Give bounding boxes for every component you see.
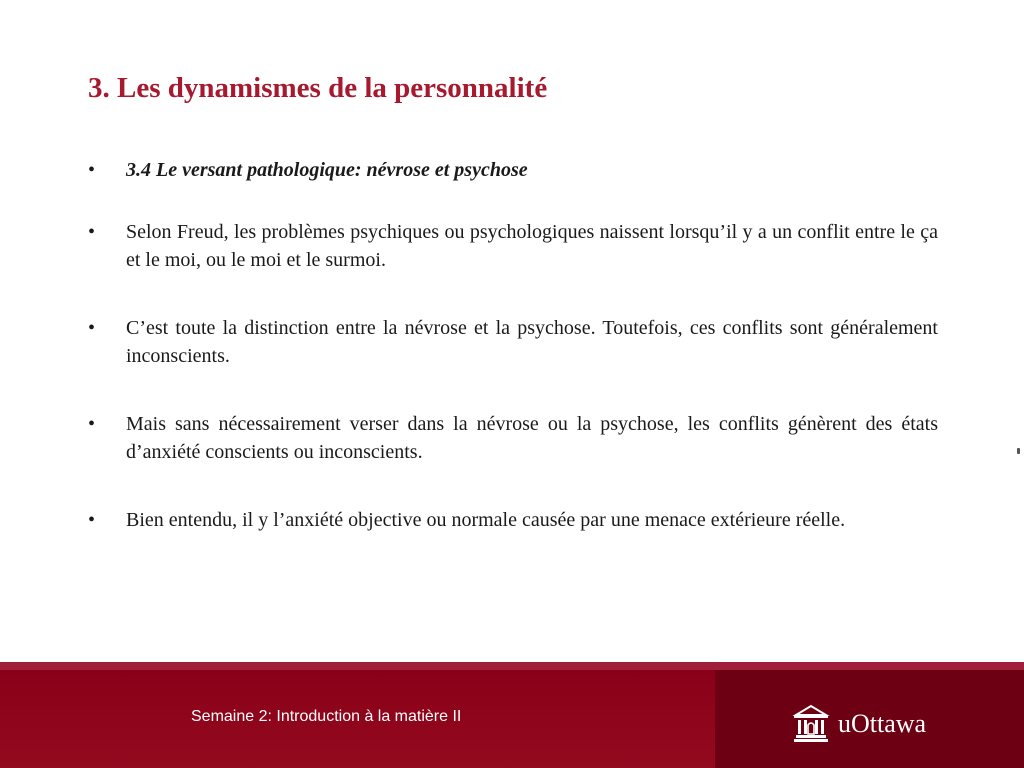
bullet-item bbox=[88, 410, 938, 466]
bullet-icon: • bbox=[88, 509, 96, 531]
bullet-text: C’est toute la distinction entre la névrose et la psychose. Toutefois, ces conflits sont généralement inconscients. bbox=[126, 317, 938, 367]
bullet-icon: • bbox=[88, 317, 96, 339]
building-columns-icon bbox=[792, 703, 830, 745]
bullet-text: Mais sans nécessairement verser dans la névrose ou la psychose, les conflits génèrent des états d’anxiété conscients ou inconscients. bbox=[126, 413, 938, 463]
bullet-item bbox=[88, 314, 938, 370]
bullet-list bbox=[88, 156, 938, 574]
bullet-text: Bien entendu, il y l’anxiété objective ou normale causée par une menace extérieure réelle. bbox=[126, 509, 846, 531]
footer-divider bbox=[0, 662, 1024, 670]
bullet-item bbox=[88, 506, 938, 534]
logo-text: uOttawa bbox=[838, 709, 927, 738]
bullet-icon: • bbox=[88, 159, 96, 181]
bullet-text: Selon Freud, les problèmes psychiques ou psychologiques naissent lorsqu’il y a un conflit entre le ça et le moi, ou le moi et le surmoi. bbox=[126, 221, 938, 271]
bullet-icon: • bbox=[88, 413, 96, 435]
bullet-text: 3.4 Le versant pathologique: névrose et psychose bbox=[126, 159, 528, 181]
footer-band bbox=[0, 662, 1024, 768]
bullet-item bbox=[88, 218, 938, 274]
footer-caption: Semaine 2: Introduction à la matière II bbox=[191, 708, 462, 725]
uottawa-logo bbox=[792, 702, 926, 746]
stray-mark bbox=[1017, 448, 1020, 454]
slide-title: 3. Les dynamismes de la personnalité bbox=[88, 72, 548, 104]
bullet-icon: • bbox=[88, 221, 96, 243]
bullet-item-subheading bbox=[88, 156, 938, 184]
